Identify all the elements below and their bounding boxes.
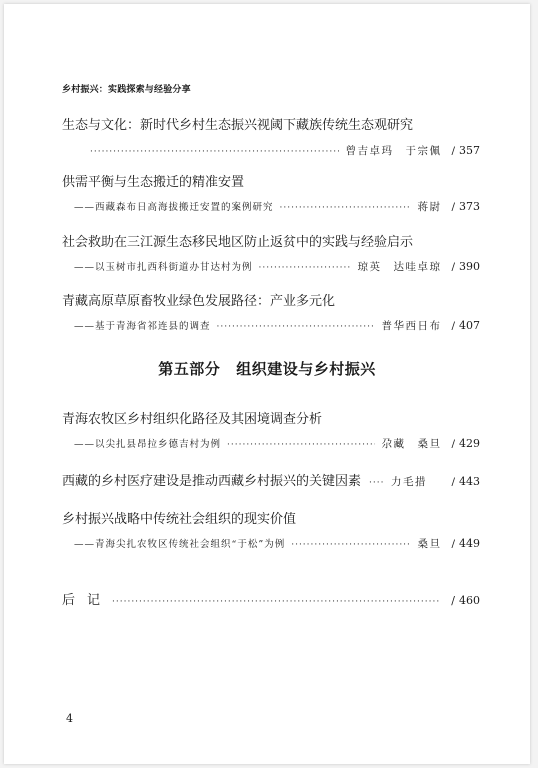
- slash-separator: /: [451, 476, 455, 488]
- slash-separator: /: [451, 201, 455, 213]
- afterword-page: 460: [459, 594, 480, 607]
- afterword-label: 后记: [62, 593, 113, 608]
- slash-separator: /: [451, 538, 455, 550]
- section-name: 组织建设与乡村振兴: [236, 360, 376, 378]
- entry-title-line: [62, 473, 480, 492]
- section-part: 第五部分: [158, 360, 221, 378]
- entry-byline: [62, 200, 480, 215]
- entry-title: 西藏的乡村医疗建设是推动西藏乡村振兴的关键因素: [62, 474, 362, 489]
- entry-page: 443: [459, 475, 480, 488]
- slash-separator: /: [451, 594, 455, 607]
- entry-title: 乡村振兴战略中传统社会组织的现实价值: [62, 512, 297, 527]
- section-heading: [4, 358, 530, 379]
- leader-dots: [369, 475, 383, 492]
- entry-title: 青海农牧区乡村组织化路径及其困境调查分析: [62, 412, 323, 427]
- entry-page: 449: [459, 537, 480, 550]
- entry-title: 青藏高原草原畜牧业绿色发展路径：产业多元化: [62, 294, 336, 309]
- toc-entry[interactable]: [62, 117, 480, 159]
- slash-separator: /: [451, 145, 455, 157]
- leader-dots: [259, 261, 352, 275]
- slash-separator: /: [451, 261, 455, 273]
- toc-entry[interactable]: [62, 473, 480, 492]
- entry-page: 429: [459, 437, 480, 450]
- entry-page: 390: [459, 260, 480, 273]
- entry-subtitle: ——以尖扎县昂拉乡德吉村为例: [74, 439, 222, 450]
- leader-dots: [227, 438, 375, 452]
- entry-subtitle: ——西藏森布日高海拔搬迁安置的案例研究: [74, 202, 274, 213]
- entry-title: 供需平衡与生态搬迁的精准安置: [62, 175, 245, 190]
- entry-page: 357: [459, 144, 480, 157]
- entry-page: 373: [459, 200, 480, 213]
- entry-title: 社会救助在三江源生态移民地区防止返贫中的实践与经验启示: [62, 235, 414, 250]
- leader-dots: [291, 538, 411, 552]
- toc-entry[interactable]: [62, 293, 480, 334]
- entry-authors: 桑旦: [417, 538, 442, 550]
- entry-byline: [62, 437, 480, 452]
- entry-authors: 琼英 达哇卓琼: [357, 261, 442, 273]
- entry-byline: [62, 144, 480, 159]
- entry-subtitle: ——以玉树市扎西科街道办甘达村为例: [74, 262, 253, 273]
- toc-entry[interactable]: [62, 174, 480, 215]
- entry-authors: 曾吉卓玛 于宗佩: [345, 145, 442, 157]
- entry-subtitle: ——青海尖扎农牧区传统社会组织“于松”为例: [74, 539, 286, 550]
- entry-authors: 力毛措: [391, 476, 428, 488]
- running-head: 乡村振兴：实践探索与经验分享: [62, 85, 191, 95]
- toc-afterword[interactable]: [62, 589, 480, 608]
- page-number: 4: [66, 712, 73, 725]
- entry-subtitle: ——基于青海省祁连县的调查: [74, 321, 211, 332]
- entry-byline: [62, 537, 480, 552]
- entry-byline: [62, 260, 480, 275]
- leader-dots: [280, 201, 412, 215]
- entry-authors: 尕藏 桑旦: [381, 438, 442, 450]
- toc-entry[interactable]: [62, 511, 480, 552]
- leader-dots: [112, 597, 439, 607]
- slash-separator: /: [451, 320, 455, 332]
- leader-dots: [217, 320, 376, 334]
- entry-authors: 普华西日布: [381, 320, 442, 332]
- toc-entry[interactable]: [62, 234, 480, 275]
- entry-byline: [62, 319, 480, 334]
- leader-dots: [90, 145, 339, 159]
- toc-entry[interactable]: [62, 411, 480, 452]
- entry-authors: 蒋尉: [417, 201, 442, 213]
- entry-page: 407: [459, 319, 480, 332]
- book-page: [4, 4, 530, 764]
- entry-title: 生态与文化：新时代乡村生态振兴视阈下藏族传统生态观研究: [62, 118, 414, 133]
- slash-separator: /: [451, 438, 455, 450]
